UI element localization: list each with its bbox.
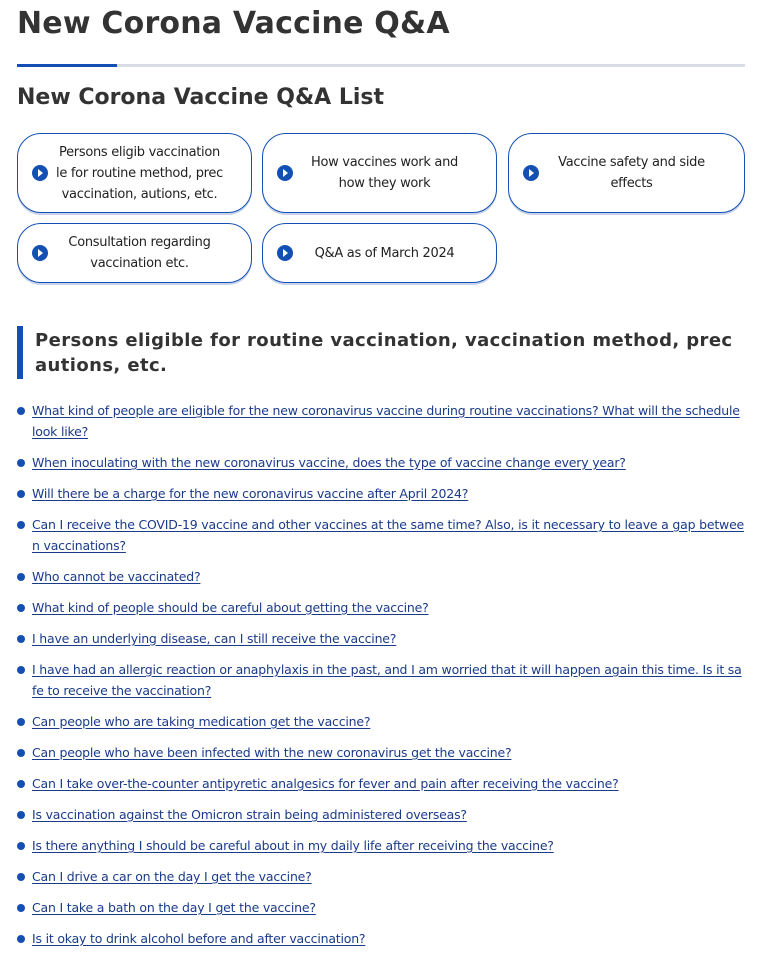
list-heading: New Corona Vaccine Q&A List: [17, 85, 384, 110]
bullet-dot-icon: [17, 635, 25, 643]
question-link[interactable]: Is there anything I should be careful about in my daily life after receiving the vaccine?: [32, 838, 554, 853]
arrow-right-circle-icon: [277, 245, 293, 261]
question-list-item: [17, 835, 745, 856]
question-link[interactable]: What kind of people are eligible for the new coronavirus vaccine during routine vaccinations? What will the schedule look like?: [32, 403, 740, 439]
category-card-how-vaccines-work[interactable]: [262, 133, 497, 213]
question-list-item: [17, 659, 745, 701]
bullet-dot-icon: [17, 459, 25, 467]
bullet-dot-icon: [17, 904, 25, 912]
question-link[interactable]: Will there be a charge for the new coronavirus vaccine after April 2024?: [32, 486, 469, 501]
title-divider: [17, 64, 745, 67]
question-list-item: [17, 597, 745, 618]
bullet-dot-icon: [17, 842, 25, 850]
question-list-item: [17, 400, 745, 442]
question-link[interactable]: I have an underlying disease, can I still receive the vaccine?: [32, 631, 397, 646]
bullet-dot-icon: [17, 521, 25, 529]
arrow-right-circle-icon: [32, 245, 48, 261]
bullet-dot-icon: [17, 873, 25, 881]
category-card-march-2024[interactable]: [262, 223, 497, 283]
bullet-dot-icon: [17, 780, 25, 788]
question-link[interactable]: I have had an allergic reaction or anaphylaxis in the past, and I am worried that it will happen again this time. Is it safe to receive the vaccination?: [32, 662, 742, 698]
question-link[interactable]: Can I receive the COVID-19 vaccine and other vaccines at the same time? Also, is it necessary to leave a gap between vaccinations?: [32, 517, 745, 553]
page-title: New Corona Vaccine Q&A: [17, 6, 450, 41]
question-link[interactable]: Can I take over-the-counter antipyretic analgesics for fever and pain after receiving the vaccine?: [32, 776, 619, 791]
category-card-label: Q&A as of March 2024: [314, 245, 455, 261]
question-list-item: [17, 483, 745, 504]
category-card-label: Persons eligib vaccination le for routine method, prec vaccination, autions, etc.: [56, 144, 223, 202]
bullet-dot-icon: [17, 604, 25, 612]
question-list-item: [17, 566, 745, 587]
arrow-right-circle-icon: [523, 165, 539, 181]
category-card-label: Vaccine safety and side effects: [558, 155, 705, 191]
bullet-dot-icon: [17, 490, 25, 498]
question-list-item: [17, 452, 745, 473]
question-link[interactable]: Can I take a bath on the day I get the vaccine?: [32, 900, 316, 915]
question-list-item: [17, 866, 745, 887]
bullet-dot-icon: [17, 573, 25, 581]
question-link[interactable]: What kind of people should be careful about getting the vaccine?: [32, 600, 429, 615]
title-divider-accent: [17, 64, 117, 67]
question-link[interactable]: Who cannot be vaccinated?: [32, 569, 201, 584]
question-list-item: [17, 928, 745, 949]
question-list-item: [17, 514, 745, 556]
question-list-item: [17, 804, 745, 825]
question-link[interactable]: Is vaccination against the Omicron strain being administered overseas?: [32, 807, 467, 822]
category-card-label: How vaccines work and how they work: [311, 155, 458, 191]
question-list-item: [17, 711, 745, 732]
bullet-dot-icon: [17, 718, 25, 726]
question-link[interactable]: Can people who are taking medication get the vaccine?: [32, 714, 371, 729]
category-card-eligibility[interactable]: [17, 133, 252, 213]
bullet-dot-icon: [17, 749, 25, 757]
question-list-item: [17, 628, 745, 649]
question-link[interactable]: Can people who have been infected with the new coronavirus get the vaccine?: [32, 745, 512, 760]
arrow-right-circle-icon: [32, 165, 48, 181]
question-link[interactable]: When inoculating with the new coronavirus vaccine, does the type of vaccine change every year?: [32, 455, 626, 470]
category-card-consultation[interactable]: [17, 223, 252, 283]
question-link[interactable]: Is it okay to drink alcohol before and after vaccination?: [32, 931, 366, 946]
question-link[interactable]: Can I drive a car on the day I get the vaccine?: [32, 869, 312, 884]
bullet-dot-icon: [17, 811, 25, 819]
bullet-dot-icon: [17, 935, 25, 943]
question-list-item: [17, 742, 745, 763]
question-list: [17, 400, 745, 959]
section-heading: Persons eligible for routine vaccination, vaccination method, precautions, etc.: [17, 326, 745, 379]
arrow-right-circle-icon: [277, 165, 293, 181]
bullet-dot-icon: [17, 666, 25, 674]
question-list-item: [17, 897, 745, 918]
question-list-item: [17, 773, 745, 794]
bullet-dot-icon: [17, 407, 25, 415]
category-card-safety[interactable]: [508, 133, 745, 213]
category-card-label: Consultation regarding vaccination etc.: [68, 235, 211, 271]
